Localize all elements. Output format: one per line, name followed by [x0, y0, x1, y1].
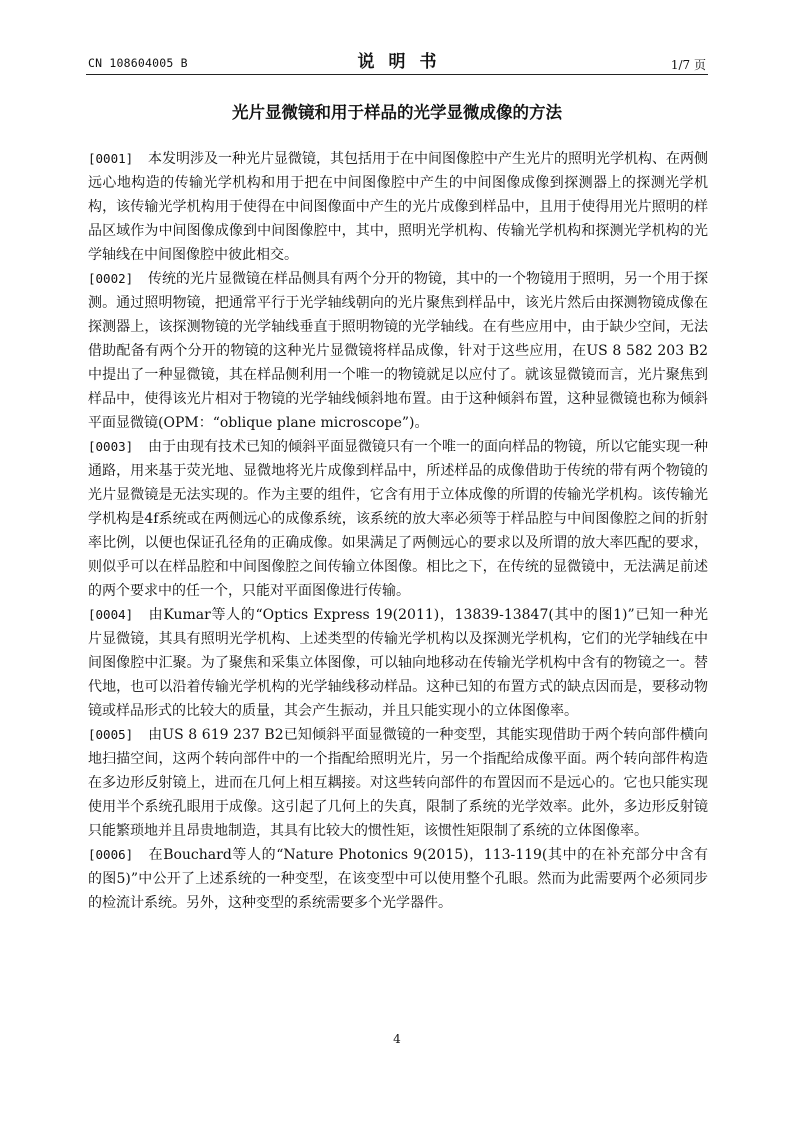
- paragraph-number: [0001]: [88, 151, 134, 166]
- paragraph-number: [0002]: [88, 271, 134, 286]
- paragraph-text: 由于由现有技术已知的倾斜平面显微镜只有一个唯一的面向样品的物镜，所以它能实现一种通路，用来基于荧光地、显微地将光片成像到样品中，所述样品的成像借助于传统的带有两个物镜的光片显微镜是无法实现的。作为主要的组件，它含有用于立体成像的所谓的传输光学机构。该传输光学机构是4f系统或在两侧远心的成像系统，该系统的放大率必须等于样品腔与中间图像腔之间的折射率比例，以便也保证孔径角的正确成像。如果满足了两侧远心的要求以及所谓的放大率匹配的要求，则似乎可以在样品腔和中间图像腔之间传输立体图像。相比之下，在传统的显微镜中，无法满足前述的两个要求中的任一个，只能对平面图像进行传输。: [88, 439, 708, 599]
- paragraph-text: 传统的光片显微镜在样品侧具有两个分开的物镜，其中的一个物镜用于照明，另一个用于探测。通过照明物镜，把通常平行于光学轴线朝向的光片聚焦到样品中，该光片然后由探测物镜成像在探测器上，该探测物镜的光学轴线垂直于照明物镜的光学轴线。在有些应用中，由于缺少空间，无法借助配备有两个分开的物镜的这种光片显微镜将样品成像，针对于这些应用，在US 8 582 203 B2中提出了一种显微镜，其在样品侧利用一个唯一的物镜就足以应付了。就该显微镜而言，光片聚焦到样品中，使得该光片相对于物镜的光学轴线倾斜地布置。由于这种倾斜布置，这种显微镜也称为倾斜平面显微镜(OPM：“oblique plane microscope”)。: [88, 271, 708, 431]
- paragraph-number: [0003]: [88, 439, 134, 454]
- paragraph-0005: [88, 723, 708, 843]
- document-body: [88, 147, 708, 915]
- paragraph-0003: [88, 435, 708, 603]
- page-label: 1/7 页: [670, 58, 706, 72]
- paragraph-text: 在Bouchard等人的“Nature Photonics 9(2015)，113-119(其中的在补充部分中含有的图5)”中公开了上述系统的一种变型，在该变型中可以使用整个孔眼。然而为此需要两个必须同步的检流计系统。另外，这种变型的系统需要多个光学器件。: [88, 847, 708, 911]
- paragraph-number: [0006]: [88, 847, 134, 862]
- paragraph-0002: [88, 267, 708, 435]
- paragraph-0004: [88, 603, 708, 723]
- paragraph-0001: [88, 147, 708, 267]
- patent-number: CN 108604005 B: [88, 56, 188, 70]
- paragraph-0006: [88, 843, 708, 915]
- section-title: 说明书: [357, 52, 451, 72]
- paragraph-text: 由Kumar等人的“Optics Express 19(2011)，13839-13847(其中的图1)”已知一种光片显微镜，其具有照明光学机构、上述类型的传输光学机构以及探测光学机构，它们的光学轴线在中间图像腔中汇聚。为了聚焦和采集立体图像，可以轴向地移动在传输光学机构中含有的物镜之一。替代地，也可以沿着传输光学机构的光学轴线移动样品。这种已知的布置方式的缺点因而是，要移动物镜或样品形式的比较大的质量，其会产生振动，并且只能实现小的立体图像率。: [88, 607, 708, 719]
- page-number: 4: [393, 1032, 401, 1046]
- paragraph-number: [0004]: [88, 607, 134, 622]
- paragraph-text: 由US 8 619 237 B2已知倾斜平面显微镜的一种变型，其能实现借助于两个转向部件横向地扫描空间，这两个转向部件中的一个指配给照明光片，另一个指配给成像平面。两个转向部件构造在多边形反射镜上，进而在几何上相互耦接。对这些转向部件的布置因而不是远心的。它也只能实现使用半个系统孔眼用于成像。这引起了几何上的失真，限制了系统的光学效率。此外，多边形反射镜只能繁琐地并且昂贵地制造，其具有比较大的惯性矩，该惯性矩限制了系统的立体图像率。: [88, 727, 708, 839]
- header-divider: [86, 74, 708, 75]
- paragraph-number: [0005]: [88, 727, 134, 742]
- page-header: [0, 0, 794, 80]
- paragraph-text: 本发明涉及一种光片显微镜，其包括用于在中间图像腔中产生光片的照明光学机构、在两侧远心地构造的传输光学机构和用于把在中间图像腔中产生的中间图像成像到探测器上的探测光学机构，该传输光学机构用于使得在中间图像面中产生的光片成像到样品中，且用于使得用光片照明的样品区域作为中间图像成像到中间图像腔中，其中，照明光学机构、传输光学机构和探测光学机构的光学轴线在中间图像腔中彼此相交。: [88, 151, 708, 263]
- document-title: 光片显微镜和用于样品的光学显微成像的方法: [232, 103, 562, 122]
